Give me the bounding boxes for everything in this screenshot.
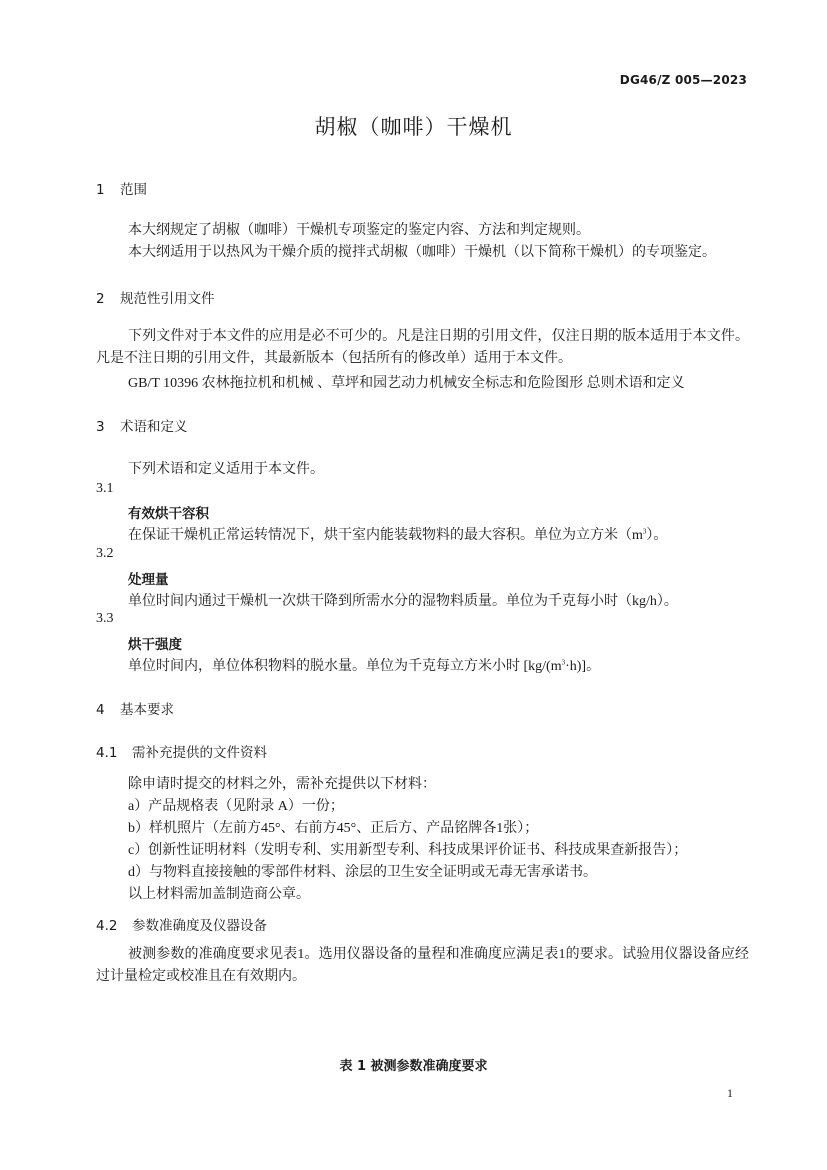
term-number: 3.1: [96, 481, 114, 496]
subsection-title: 参数准确度及仪器设备: [132, 918, 267, 934]
list-item: d）与物料直接接触的零部件材料、涂层的卫生安全证明或无毒无害承诺书。: [128, 865, 597, 880]
section-number: 2: [96, 291, 105, 307]
section-title: 规范性引用文件: [120, 291, 215, 307]
section-number: 4: [96, 702, 105, 718]
section-title: 术语和定义: [120, 419, 188, 435]
term-definition: 单位时间内，单位体积物料的脱水量。单位为千克每立方米小时 $[kg/(m^3\cdot h)]$。: [128, 658, 601, 674]
paragraph: 下列术语和定义适用于本文件。: [128, 462, 324, 477]
subsection-title: 需补充提供的文件资料: [132, 745, 267, 761]
section-number: 3: [96, 419, 105, 435]
paragraph: 本大纲规定了胡椒（咖啡）干燥机专项鉴定的鉴定内容、方法和判定规则。: [128, 223, 590, 238]
term-name: 有效烘干容积: [128, 506, 209, 522]
term-number: 3.3: [96, 611, 114, 626]
table-caption: 表 1 被测参数准确度要求: [339, 1059, 488, 1074]
term-definition: 单位时间内通过干燥机一次烘干降到所需水分的湿物料质量。单位为千克每小时（kg/h）。: [128, 594, 678, 609]
document-title: 胡椒（咖啡）干燥机: [314, 115, 513, 139]
section-4-heading: [96, 698, 174, 718]
section-title: 范围: [120, 182, 147, 198]
list-item: a）产品规格表（见附录 A）一份；: [128, 799, 344, 814]
section-number: 1: [96, 182, 105, 198]
paragraph: 以上材料需加盖制造商公章。: [128, 887, 310, 902]
section-2-heading: [96, 287, 215, 307]
document-number: DG46/Z 005—2023: [619, 73, 747, 87]
section-1-heading: [96, 178, 147, 198]
paragraph: 除申请时提交的材料之外，需补充提供以下材料：: [128, 777, 436, 792]
subsection-number: 4.2: [96, 918, 118, 934]
page-number: 1: [727, 1086, 733, 1100]
section-3-heading: [96, 415, 188, 435]
paragraph: 被测参数的准确度要求见表1。选用仪器设备的量程和准确度应满足表1的要求。试验用仪器设备应经过计量检定或校准且在有效期内。: [96, 947, 749, 984]
normative-reference: GB/T 10396 农林拖拉机和机械 、草坪和园艺动力机械安全标志和危险图形 总则术语和定义: [128, 376, 685, 391]
subsection-4-1-heading: [96, 741, 267, 761]
list-item: c）创新性证明材料（发明专利、实用新型专利、科技成果评价证书、科技成果查新报告）；: [128, 843, 688, 858]
term-number: 3.2: [96, 546, 114, 561]
paragraph: 本大纲适用于以热风为干燥介质的搅拌式胡椒（咖啡）干燥机（以下简称干燥机）的专项鉴定。: [128, 245, 716, 260]
term-definition: 在保证干燥机正常运转情况下，烘干室内能装载物料的最大容积。单位为立方米$(m^3)$。: [128, 527, 668, 543]
section-title: 基本要求: [120, 702, 174, 718]
list-item: b）样机照片（左前方45°、右前方45°、正后方、产品铭牌各1张）；: [128, 821, 539, 836]
subsection-number: 4.1: [96, 745, 118, 761]
paragraph: 下列文件对于本文件的应用是必不可少的。凡是注日期的引用文件，仅注日期的版本适用于本文件。凡是不注日期的引用文件，其最新版本（包括所有的修改单）适用于本文件。: [96, 329, 749, 366]
term-name: 烘干强度: [128, 637, 182, 653]
subsection-4-2-heading: [96, 914, 267, 934]
term-name: 处理量: [128, 572, 169, 588]
